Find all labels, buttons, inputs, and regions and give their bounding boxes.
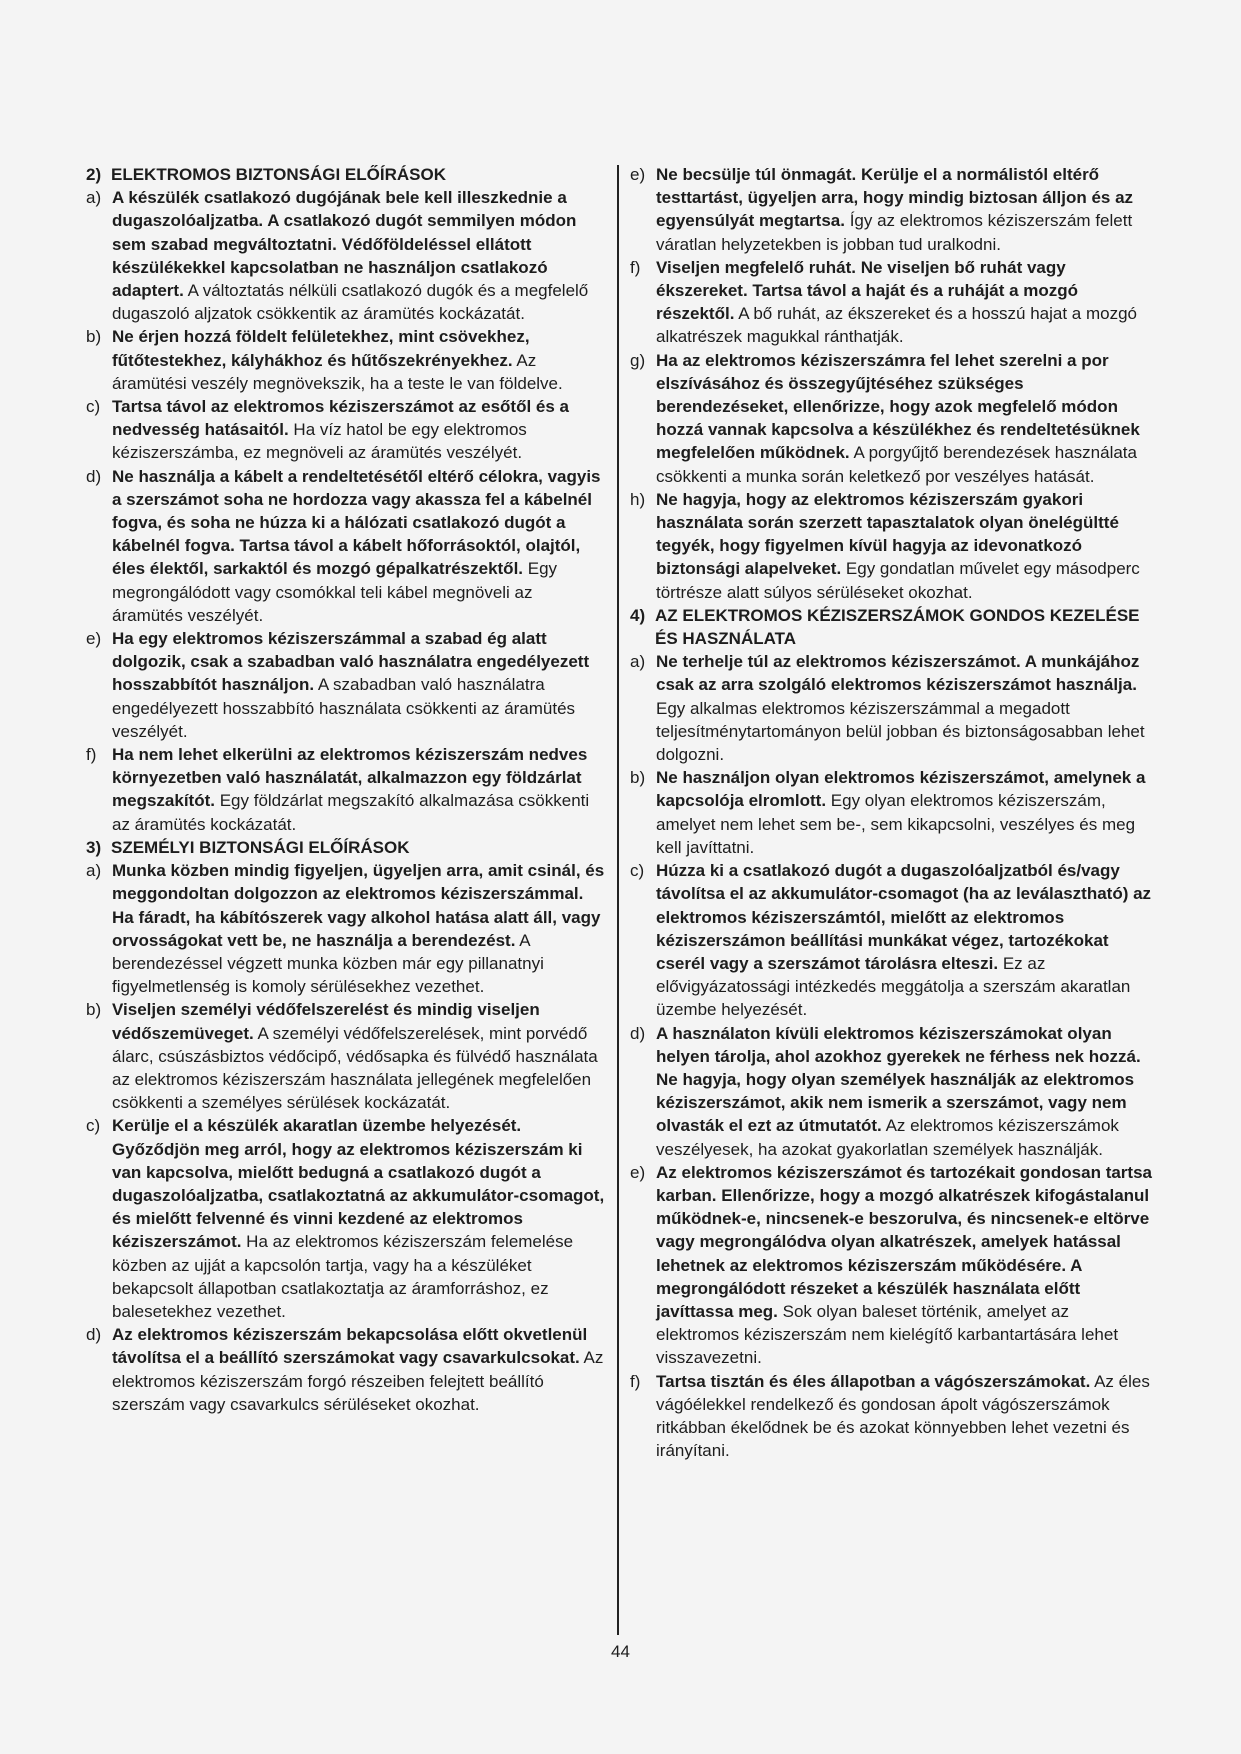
section-number: 4) (630, 605, 646, 625)
list-item: a) Munka közben mindig figyeljen, ügyeljen arra, amit csinál, és meggondoltan dolgozzon az elektromos kéziszerszámmal. Ha fáradt, ha kábítószerek vagy alkohol hatása alatt áll, vagy orvosságokat vett be, ne használja a berendezést. A berendezéssel végzett munka közben már egy pillanatnyi figyelmetlenség is komoly sérülésekhez vezethet. (86, 861, 605, 997)
list-item: b) Ne érjen hozzá földelt felületekhez, mint csövekhez, fűtőtestekhez, kályhákhoz és hűtőszekrényekhez. Az áramütési veszély megnövekszik, ha a teste le van földelve. (86, 327, 563, 393)
list-item: c) Kerülje el a készülék akaratlan üzembe helyezését. Győződjön meg arról, hogy az elektromos kéziszerszám ki van kapcsolva, mielőtt bedugná a csatlakozó dugót a dugaszolóaljzatba, csatlakoztatná az akkumulátor-csomagot, és mielőtt felvenné és vinni kezdené az elektromos kéziszerszámot. Ha az elektromos kéziszerszám felemelése közben az ujját a kapcsolón tartja, vagy ha a készüléket bekapcsolt állapotban csatlakoztatja az áramforráshoz, ez balesetekhez vezethet. (86, 1116, 605, 1321)
list-item: f) Tartsa tisztán és éles állapotban a vágószerszámokat. Az éles vágóélekkel rendelkező és gondosan ápolt vágószerszámok ritkábban ékelődnek be és azokat könnyebben lehet vezetni és irányítani. (630, 1371, 1150, 1461)
section-title: AZ ELEKTROMOS KÉZISZERSZÁMOK GONDOS KEZELÉSE ÉS HASZNÁLATA (655, 605, 1140, 649)
list-item: c) Húzza ki a csatlakozó dugót a dugaszolóaljzatból és/vagy távolítsa el az akkumulátor-csomagot (ha az leválasztható) az elektromos kéziszerszámtól, mielőtt az elektromos kéziszerszámon beállítási munkákat végez, tartozékokat cserél vagy a szerszámot tárolásra elteszi. Ez az elővigyázatossági intézkedés meggátolja a szerszám akaratlan üzembe helyezését. (630, 861, 1152, 1020)
list-item: c) Tartsa távol az elektromos kéziszerszámot az esőtől és a nedvesség hatásaitól. Ha víz hatol be egy elektromos kéziszerszámba, ez megnöveli az áramütés veszélyét. (86, 397, 569, 463)
section-heading-electrical-safety (86, 163, 606, 186)
list-item: g) Ha az elektromos kéziszerszámra fel lehet szerelni a por elszívásához és összegyűjtéséhez szükséges berendezéseket, ellenőrizze, hogy azok megfelelő módon hozzá vannak kapcsolva a készülékhez és rendeltetésüknek megfelelően működnek. A porgyűjtő berendezések használata csökkenti a munka során keletkező por veszélyes hatását. (630, 350, 1140, 486)
list-item: e) Ne becsülje túl önmagát. Kerülje el a normálistól eltérő testtartást, ügyeljen arra, hogy mindig biztosan álljon és az egyensúlyát megtartsa. Így az elektromos kéziszerszám felett váratlan helyzetekben is jobban tud uralkodni. (630, 165, 1134, 254)
list-item: f) Viseljen megfelelő ruhát. Ne viseljen bő ruhát vagy ékszereket. Tartsa távol a haját és a ruháját a mozgó részektől. A bő ruhát, az ékszereket és a hosszú hajat a mozgó alkatrészek magukkal ránthatják. (630, 257, 1138, 347)
list-item: h) Ne hagyja, hogy az elektromos kéziszerszám gyakori használata során szerzett tapasztalatok olyan önelégültté tegyék, hogy figyelmen kívül hagyja az idevonatkozó biztonsági alapelveket. Egy gondatlan művelet egy másodperc törtrésze alatt súlyos sérüléseket okozhat. (630, 489, 1140, 602)
list-item: f) Ha nem lehet elkerülni az elektromos kéziszerszám nedves környezetben való használatát, alkalmazzon egy földzárlat megszakítót. Egy földzárlat megszakító alkalmazása csökkenti az áramütés kockázatát. (86, 745, 590, 834)
list-item: b) Viseljen személyi védőfelszerelést és mindig viseljen védőszemüveget. A személyi védőfelszerelések, mint porvédő álarc, csúszásbiztos védőcipő, védősapka és fülvédő használata az elektromos kéziszerszám használata jellegének megfelelően csökkenti a személyes sérülések kockázatát. (86, 1000, 598, 1113)
list-item: d) A használaton kívüli elektromos kéziszerszámokat olyan helyen tárolja, ahol azokhoz gyerekek ne férhess nek hozzá. Ne hagyja, hogy olyan személyek használják az elektromos kéziszerszámot, akik nem ismerik a szerszámot, vagy nem olvasták el ezt az útmutatót. Az elektromos kéziszerszámok veszélyesek, ha azokat gyakorlatlan személyek használják. (630, 1023, 1141, 1159)
left-column (86, 163, 606, 1416)
section-number: 3) (86, 837, 102, 857)
right-column (630, 163, 1152, 1462)
section-title: SZEMÉLYI BIZTONSÁGI ELŐÍRÁSOK (111, 837, 410, 857)
list-item: a) Ne terhelje túl az elektromos kéziszerszámot. A munkájához csak az arra szolgáló elektromos kéziszerszámot használja. Egy alkalmas elektromos kéziszerszámmal a megadott teljesítménytartományon belül jobban és biztonságosabban lehet dolgozni. (630, 652, 1145, 765)
page-number: 44 (611, 1642, 630, 1661)
list-item: d) Ne használja a kábelt a rendeltetésétől eltérő célokra, vagyis a szerszámot soha ne hordozza vagy akassza fel a kábelnél fogva, és soha ne húzza ki a hálózati csatlakozó dugót a kábelnél fogva. Tartsa távol a kábelt hőforrásoktól, olajtól, éles élektől, sarkaktól és mozgó gépalkatrészektől. Egy megrongálódott vagy csomókkal teli kábel megnöveli az áramütés veszélyét. (86, 466, 601, 625)
list-item: e) Ha egy elektromos kéziszerszámmal a szabad ég alatt dolgozik, csak a szabadban való használatra engedélyezett hosszabbítót használjon. A szabadban való használatra engedélyezett hosszabbító használata csökkenti az áramütés veszélyét. (86, 629, 590, 741)
section-title: ELEKTROMOS BIZTONSÁGI ELŐÍRÁSOK (111, 165, 446, 184)
list-item: b) Ne használjon olyan elektromos kéziszerszámot, amelynek a kapcsolója elromlott. Egy olyan elektromos kéziszerszám, amelyet nem lehet sem be-, sem kikapcsolni, veszélyes és meg kell javíttatni. (630, 768, 1146, 857)
list-item: e) Az elektromos kéziszerszámot és tartozékait gondosan tartsa karban. Ellenőrizze, hogy a mozgó alkatrészek kifogástalanul működnek-e, nincsenek-e beszorulva, és nincsenek-e eltörve vagy megrongálódva olyan alkatrészek, amelyek hatással lehetnek az elektromos kéziszerszám működésére. A megrongálódott részeket a készülék használata előtt javíttassa meg. Sok olyan baleset történik, amelyet az elektromos kéziszerszám nem kielégítő karbantartására lehet visszavezetni. (630, 1162, 1152, 1368)
section-number: 2) (86, 165, 102, 184)
list-item: d) Az elektromos kéziszerszám bekapcsolása előtt okvetlenül távolítsa el a beállító szerszámokat vagy csavarkulcsokat. Az elektromos kéziszerszám forgó részeiben felejtett beállító szerszám vagy csavarkulcs sérüléseket okozhat. (86, 1325, 604, 1414)
list-item: a) A készülék csatlakozó dugójának bele kell illeszkednie a dugaszolóaljzatba. A csatlakozó dugót semmilyen módon sem szabad megváltoztatni. Védőföldeléssel ellátott készülékekkel kapcsolatban ne használjon csatlakozó adaptert. A változtatás nélküli csatlakozó dugók és a megfelelő dugaszoló aljzatok csökkentik az áramütés kockázatát. (86, 188, 589, 324)
section-heading-personal-safety (86, 836, 606, 859)
section-heading-tool-use-care (630, 604, 1152, 650)
column-divider (617, 165, 619, 1635)
